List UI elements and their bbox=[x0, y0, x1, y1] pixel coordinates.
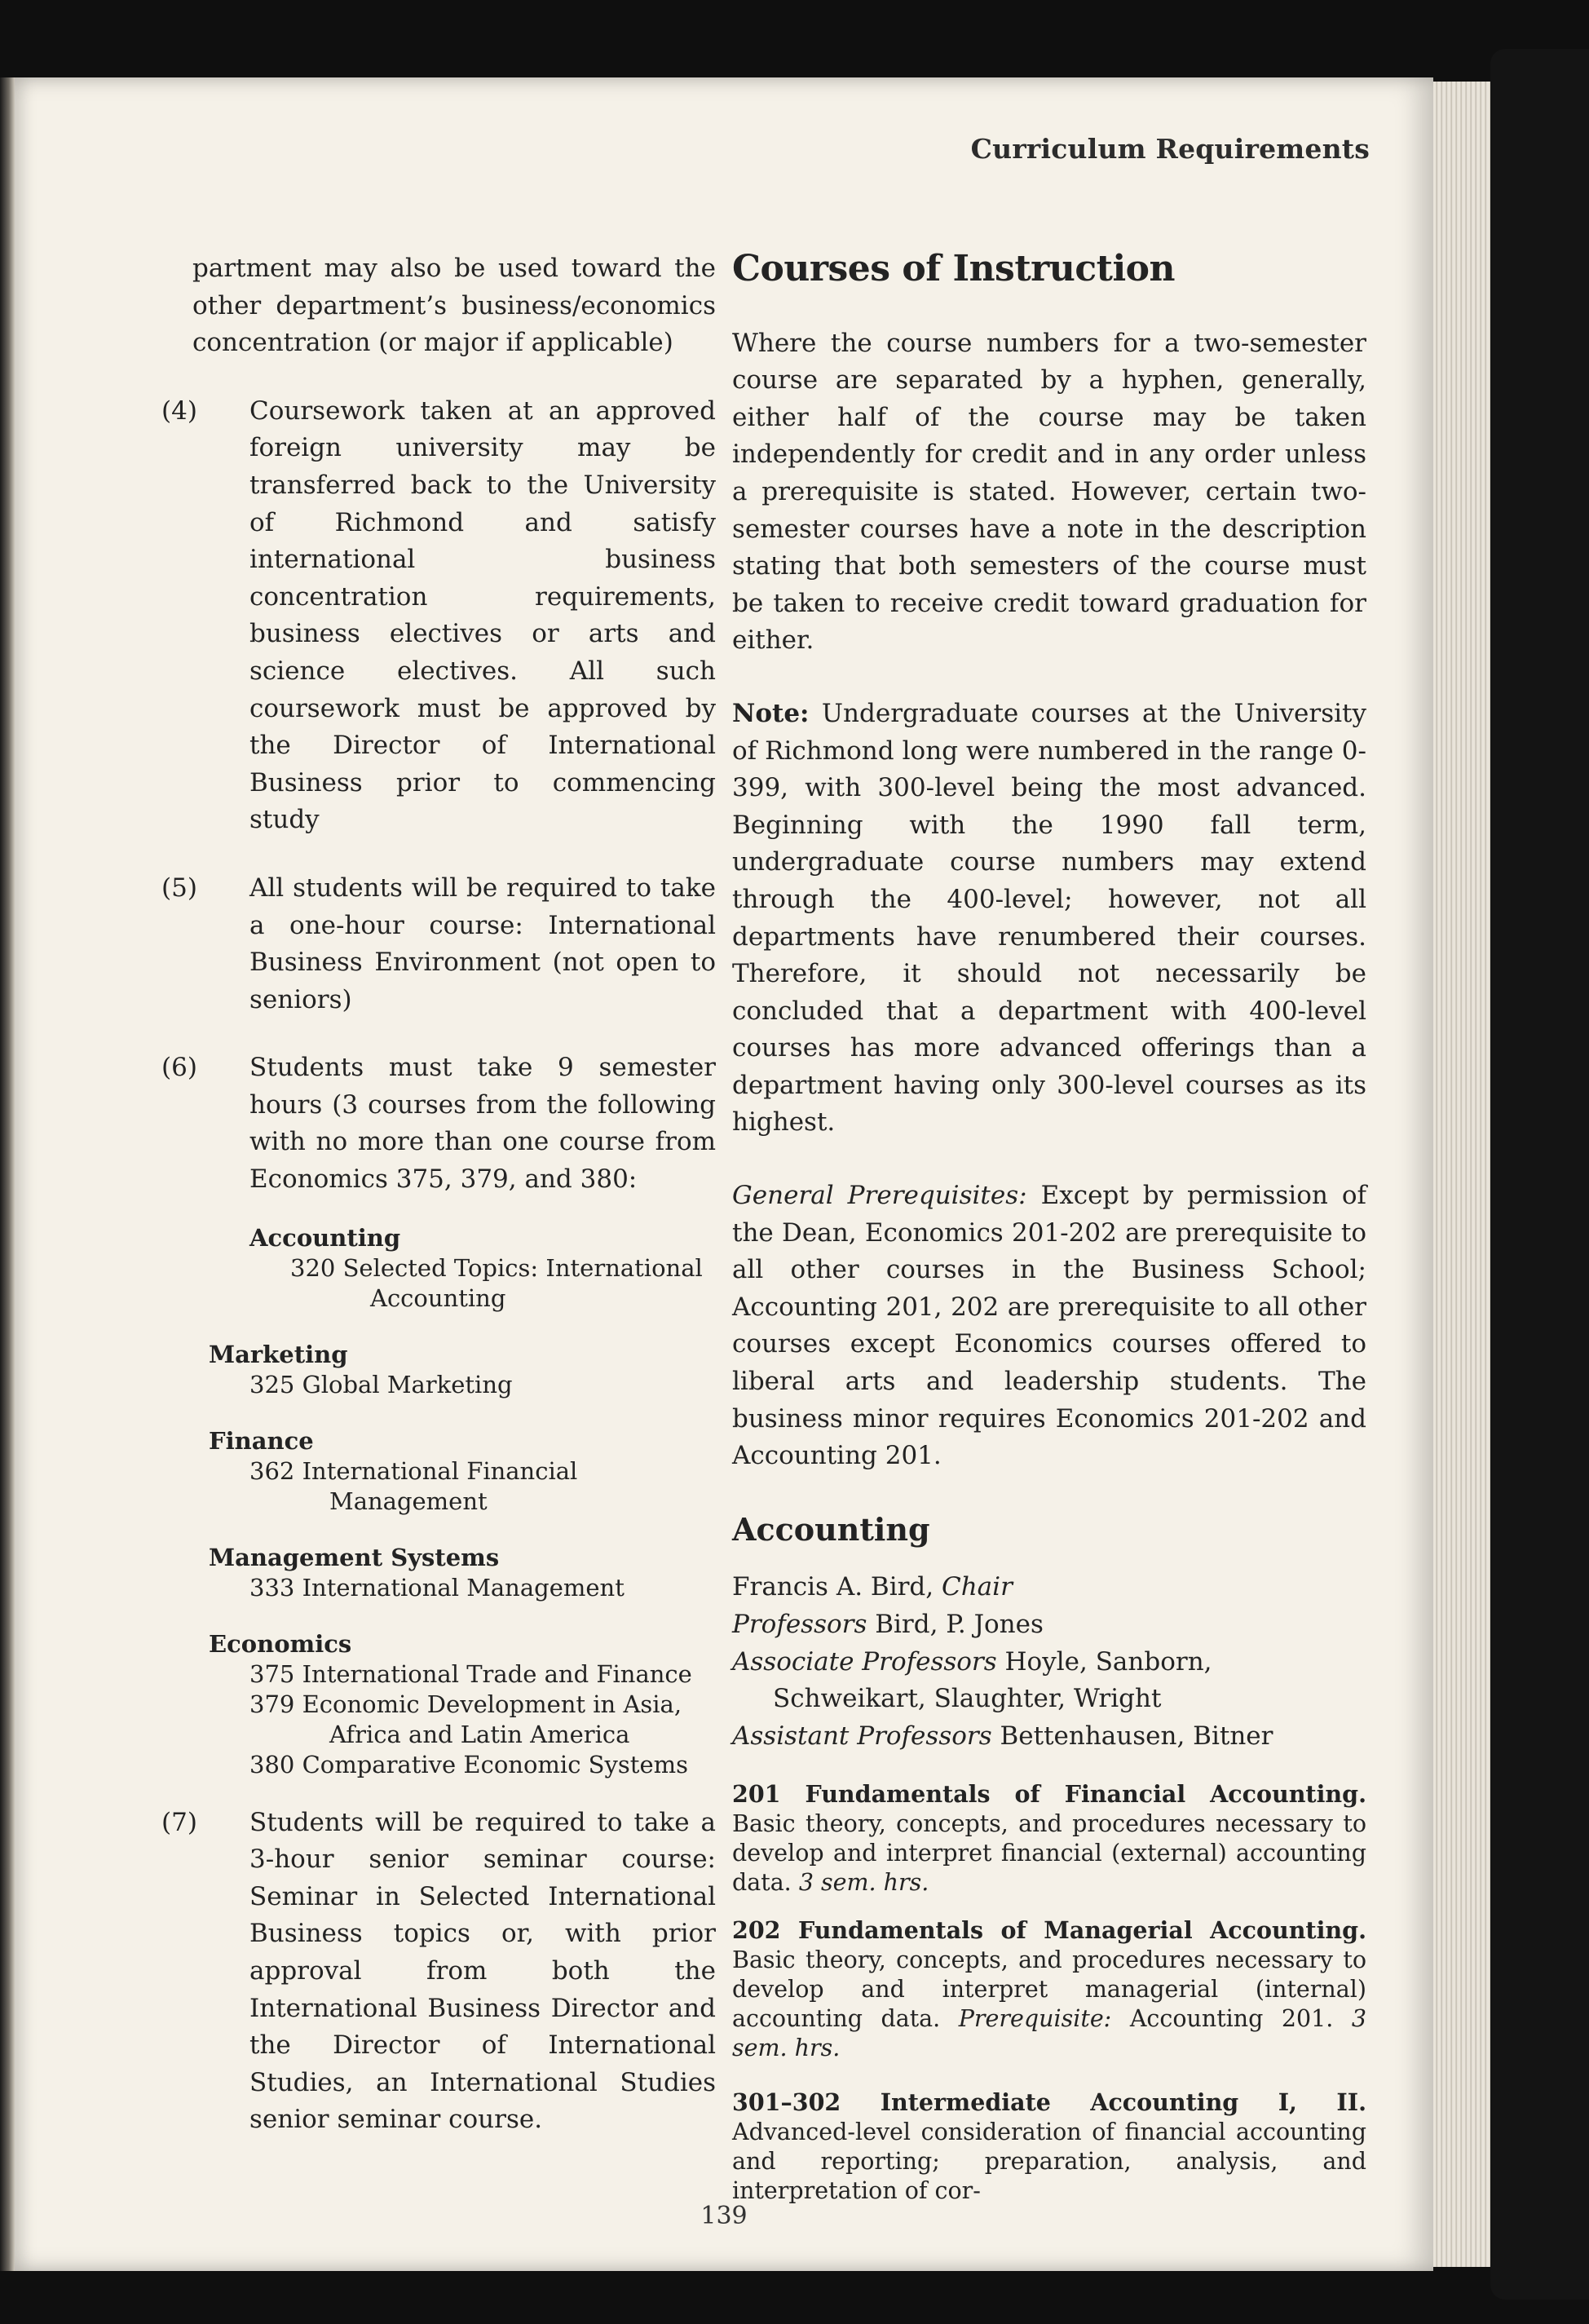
course-desc: Basic theory, concepts, and procedures necessary to develop and interpret financial (external) accounting data. bbox=[732, 1810, 1366, 1897]
item-number: (5) bbox=[161, 873, 197, 903]
course-group-finance bbox=[161, 1426, 716, 1517]
section-title: Courses of Instruction bbox=[732, 248, 1175, 289]
course-entry: 375 International Trade and Finance bbox=[249, 1659, 692, 1688]
course-desc: Basic theory, concepts, and procedures necessary to develop and interpret managerial (internal) accounting data. bbox=[732, 1946, 1366, 2033]
course-entry: 325 Global Marketing bbox=[249, 1370, 513, 1398]
course-group-marketing bbox=[161, 1340, 716, 1400]
course-title: 201 Fundamentals of Financial Accounting. bbox=[732, 1780, 1366, 1809]
course-group-heading: Finance bbox=[209, 1426, 314, 1455]
note-label: Note: bbox=[732, 698, 810, 728]
numbered-item-5 bbox=[161, 870, 716, 1018]
book-page bbox=[15, 77, 1433, 2271]
prereq-text: Except by permission of the Dean, Economics 201-202 are prerequisite to all other courses in the Business School; Accounting 201, 202 are prerequisite to all other courses except Economics courses offered to liberal arts and leadership students. The business minor requires Economics 201-202 and Accounting 201. bbox=[732, 1181, 1367, 1471]
prereq-label: General Prerequisites: bbox=[732, 1181, 1027, 1211]
left-column bbox=[161, 250, 716, 2170]
item-text: Students will be required to take a 3-hour senior seminar course: Seminar in Selected International Business topics or, with prior approval from both the International Business Director and the Director of International Studies, an International Studies senior seminar course. bbox=[249, 1807, 716, 2135]
course-group-accounting bbox=[161, 1223, 716, 1314]
prerequisites-paragraph bbox=[732, 1177, 1366, 1475]
faculty-professors bbox=[732, 1606, 1366, 1644]
rank-label: Professors bbox=[732, 1610, 867, 1639]
rank-label: Associate Professors bbox=[732, 1646, 997, 1677]
course-description-301-302 bbox=[732, 2088, 1366, 2206]
course-desc: Advanced-level consideration of financial accounting and reporting; preparation, analysis, and interpretation of cor- bbox=[732, 2119, 1366, 2205]
course-title: 202 Fundamentals of Managerial Accounting. bbox=[732, 1916, 1366, 1945]
item-text: Coursework taken at an approved foreign university may be transferred back to the University of Richmond and satisfy international business concentration requirements, business electives or arts and science electives. All such coursework must be approved by the Director of International Business prior to commencing study bbox=[249, 395, 716, 835]
course-title: 301–302 Intermediate Accounting I, II. bbox=[732, 2088, 1366, 2117]
item-text: Students must take 9 semester hours (3 courses from the following with no more than one course from Economics 375, 379, and 380: bbox=[249, 1053, 716, 1195]
chair-title: Chair bbox=[941, 1572, 1013, 1602]
course-group-heading: Economics bbox=[209, 1629, 352, 1658]
course-entry: 380 Comparative Economic Systems bbox=[249, 1750, 688, 1778]
page-edges bbox=[1433, 82, 1490, 2267]
book-binding-left bbox=[0, 77, 15, 2271]
course-entry: 333 International Management bbox=[249, 1573, 625, 1602]
item-text: All students will be required to take a one-hour course: International Business Environment (not open to seniors) bbox=[249, 873, 716, 1014]
course-description-202 bbox=[732, 1915, 1366, 2063]
faculty-names: Bird, P. Jones bbox=[875, 1610, 1044, 1639]
faculty-chair bbox=[732, 1569, 1366, 1606]
note-text: Undergraduate courses at the University of Richmond long were numbered in the range 0-399, with 300-level being the most advanced. Beginning with the 1990 fall term, undergraduate course numbers may extend through the 400-level; however, not all departments have renumbered their courses. Therefore, it should not necessarily be concluded that a department with 400-level courses has more advanced offerings than a department having only 300-level courses as its highest. bbox=[732, 698, 1366, 1138]
faculty-associate bbox=[732, 1644, 1366, 1681]
rank-label: Assistant Professors bbox=[732, 1721, 992, 1751]
course-entry: 379 Economic Development in Asia, Africa and Latin America bbox=[249, 1690, 682, 1748]
item-number: (6) bbox=[161, 1053, 197, 1083]
faculty-names: Bettenhausen, Bitner bbox=[1000, 1721, 1273, 1751]
course-entry: 320 Selected Topics: International Accounting bbox=[290, 1253, 703, 1312]
book-cover bbox=[1490, 49, 1589, 2300]
course-group-economics bbox=[161, 1629, 716, 1780]
running-head: Curriculum Requirements bbox=[970, 133, 1370, 165]
course-group-heading: Accounting bbox=[249, 1223, 401, 1252]
faculty-associate-continued: Schweikart, Slaughter, Wright bbox=[773, 1684, 1162, 1714]
department-title: Accounting bbox=[732, 1510, 930, 1548]
numbered-item-6 bbox=[161, 1049, 716, 1198]
page-number: 139 bbox=[700, 2202, 748, 2230]
faculty-names: Hoyle, Sanborn, bbox=[1004, 1646, 1212, 1677]
course-entry: 362 International Financial Management bbox=[249, 1456, 578, 1515]
right-column bbox=[732, 250, 1366, 2224]
continued-paragraph: partment may also be used toward the other department’s business/economics concentration (or major if applicable) bbox=[192, 254, 716, 358]
course-credits: 3 sem. hrs. bbox=[732, 2005, 1367, 2062]
item-number: (7) bbox=[161, 1807, 197, 1837]
course-group-heading: Marketing bbox=[209, 1340, 348, 1368]
course-group-management-systems bbox=[161, 1543, 716, 1603]
item-number: (4) bbox=[161, 395, 197, 426]
intro-paragraph: Where the course numbers for a two-semester course are separated by a hyphen, generally, either half of the course may be taken independently for credit and in any order unless a prerequisite is stated. However, certain two-semester courses have a note in the description stating that both semesters of the course must be taken to receive credit toward graduation for either. bbox=[732, 328, 1366, 656]
chair-name: Francis A. Bird, bbox=[732, 1572, 934, 1602]
course-credits: 3 sem. hrs. bbox=[798, 1869, 929, 1897]
course-prereq: Accounting 201. bbox=[1129, 2005, 1334, 2033]
faculty-list bbox=[732, 1569, 1366, 1755]
course-prereq-label: Prerequisite: bbox=[958, 2005, 1112, 2033]
international-course-list bbox=[161, 1223, 716, 1780]
faculty-assistant bbox=[732, 1718, 1366, 1756]
course-group-heading: Management Systems bbox=[209, 1543, 500, 1571]
course-description-201 bbox=[732, 1779, 1366, 1898]
numbered-item-4 bbox=[161, 393, 716, 839]
numbered-item-7 bbox=[161, 1805, 716, 2139]
note-paragraph bbox=[732, 696, 1366, 1142]
